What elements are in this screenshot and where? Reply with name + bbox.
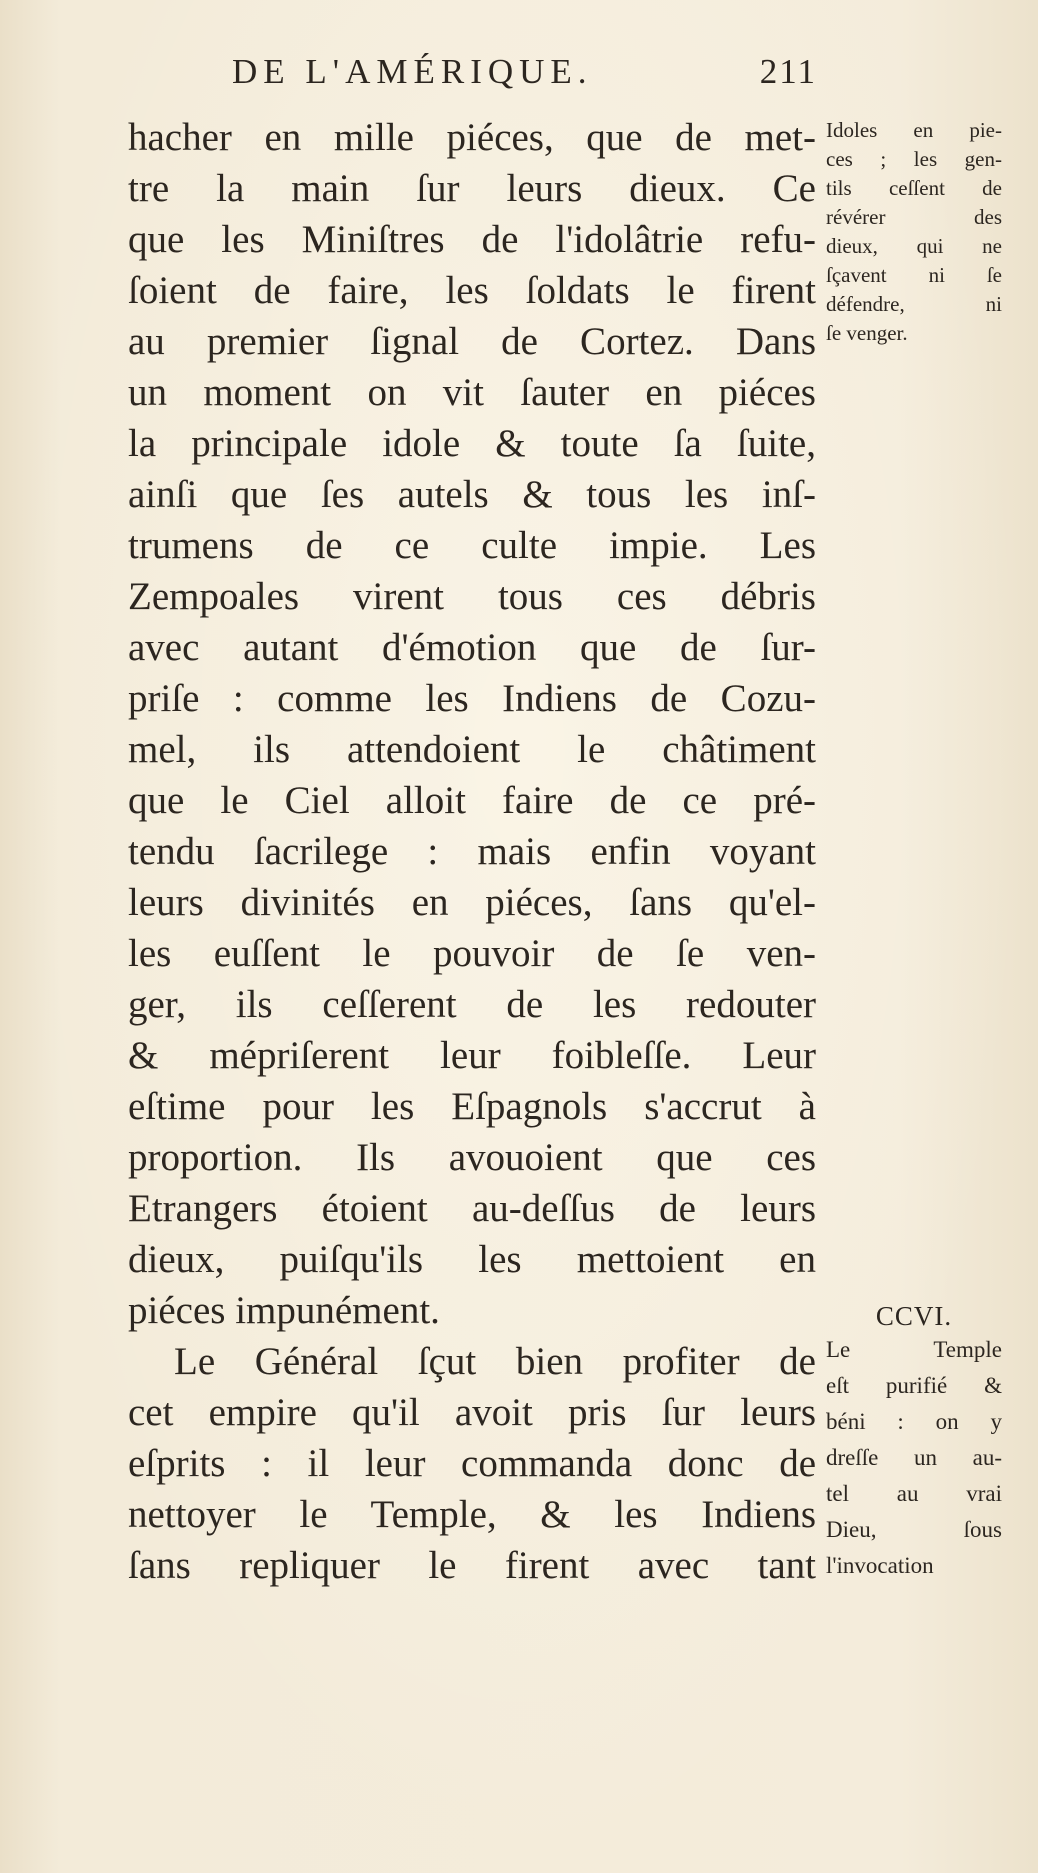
text-line: nettoyer le Temple, & les Indiens [128, 1493, 816, 1536]
text-line: ſoient de faire, les ſoldats le firent [128, 269, 816, 312]
text-line: trumens de ce culte impie. Les [128, 524, 816, 567]
text-line: avec autant d'émotion que de ſur- [128, 626, 816, 669]
text-line: ger, ils ceſſerent de les redouter [128, 983, 816, 1026]
text-line: au premier ſignal de Cortez. Dans [128, 320, 816, 363]
page-header [232, 52, 817, 104]
text-line: dieux, puiſqu'ils les mettoient en [128, 1238, 816, 1281]
margin-note-line: béni : on y [826, 1409, 1002, 1434]
paragraph-start-line: Le Général ſçut bien profiter de [174, 1340, 816, 1383]
text-line: priſe : comme les Indiens de Cozu- [128, 677, 816, 720]
text-line: eſprits : il leur commanda donc de [128, 1442, 816, 1485]
text-line: Etrangers étoient au-deſſus de leurs [128, 1187, 816, 1230]
text-line: Zempoales virent tous ces débris [128, 575, 816, 618]
margin-note-line: ces ; les gen- [826, 147, 1002, 171]
page-number: 211 [759, 52, 817, 91]
margin-note-line: tils ceſſent de [826, 176, 1002, 200]
text-line: eſtime pour les Eſpagnols s'accrut à [128, 1085, 816, 1128]
text-line: tendu ſacrilege : mais enfin voyant [128, 830, 816, 873]
margin-note-line: dreſſe un au- [826, 1445, 1002, 1470]
margin-note-line: défendre, ni [826, 292, 1002, 316]
text-line: les euſſent le pouvoir de ſe ven- [128, 932, 816, 975]
margin-note-line: révérer des [826, 205, 1002, 229]
text-line: leurs divinités en piéces, ſans qu'el- [128, 881, 816, 924]
section-number: CCVI. [875, 1301, 953, 1331]
main-text-block [128, 112, 816, 1591]
margin-note-temple [826, 1300, 1002, 1584]
running-title: DE L'AMÉRIQUE. [232, 52, 593, 91]
margin-note-line: Le Temple [826, 1337, 1002, 1362]
margin-note-line: ſe venger. [826, 321, 908, 345]
margin-note-line: l'invocation [826, 1553, 934, 1578]
margin-note-idols [826, 116, 1002, 348]
text-line: que le Ciel alloit faire de ce pré- [128, 779, 816, 822]
text-line: ainſi que ſes autels & tous les inſ- [128, 473, 816, 516]
text-line: mel, ils attendoient le châtiment [128, 728, 816, 771]
margin-note-line: dieux, qui ne [826, 234, 1002, 258]
text-line: proportion. Ils avouoient que ces [128, 1136, 816, 1179]
paragraph-end-line: piéces impunément. [128, 1289, 440, 1332]
text-line: la principale idole & toute ſa ſuite, [128, 422, 816, 465]
margin-note-line: ſçavent ni ſe [826, 263, 1002, 287]
margin-note-line: tel au vrai [826, 1481, 1002, 1506]
text-line: que les Miniſtres de l'idolâtrie refu- [128, 218, 816, 261]
text-line: cet empire qu'il avoit pris ſur leurs [128, 1391, 816, 1434]
text-line: ſans repliquer le firent avec tant [128, 1544, 816, 1587]
margin-note-line: eſt purifié & [826, 1373, 1002, 1398]
margin-note-line: Idoles en pie- [826, 118, 1002, 142]
text-line: hacher en mille piéces, que de met- [128, 116, 816, 159]
margin-note-line: Dieu, ſous [826, 1517, 1002, 1542]
text-line: & mépriſerent leur foibleſſe. Leur [128, 1034, 816, 1077]
text-line: tre la main ſur leurs dieux. Ce [128, 167, 816, 210]
text-line: un moment on vit ſauter en piéces [128, 371, 816, 414]
